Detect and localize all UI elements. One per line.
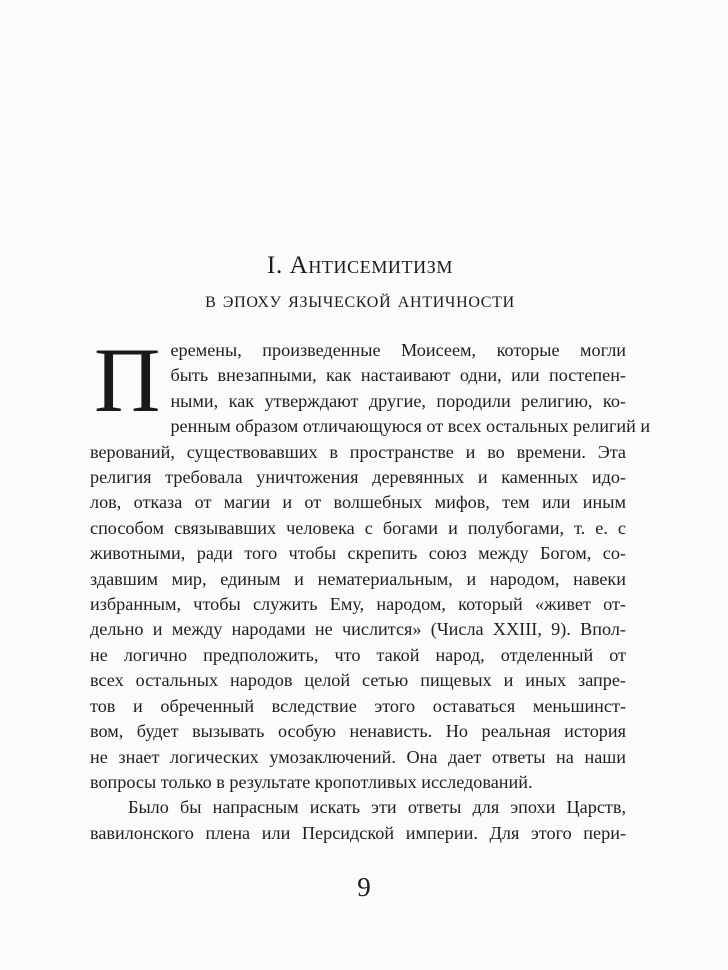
text-line: вом, будет вызывать особую ненависть. Но реальная история	[90, 721, 626, 742]
text-line: способом связывавших человека с богами и полубогами, т. е. с	[90, 517, 626, 538]
text-line: вопросы только в результате кропотливых исследований.	[90, 771, 533, 792]
text-line: религия требовала уничтожения деревянных и каменных идо-	[90, 467, 626, 488]
text-line: дельно и между народами не числится» (Числа XXIII, 9). Впол-	[90, 619, 626, 640]
chapter-title-line1: I. Антисемитизм	[267, 252, 453, 279]
text-line: не знает логических умозаключений. Она дает ответы на наши	[90, 746, 626, 767]
text-line: еремены, произведенные Моисеем, которые могли	[170, 340, 626, 360]
chapter-title-line2: в эпоху языческой античности	[205, 287, 515, 312]
text-line: здавшим мир, единым и нематериальным, и народом, навеки	[90, 568, 626, 589]
text-line: тов и обреченный вследствие этого оставаться меньшинст-	[90, 695, 626, 716]
text-line: быть внезапными, как настаивают одни, или постепен-	[170, 365, 626, 386]
text-line: Было бы напрасным искать эти ответы для эпохи Царств,	[128, 797, 626, 818]
text-line: не логично предположить, что такой народ, отделенный от	[90, 644, 626, 665]
drop-cap: П	[94, 329, 161, 431]
text-line: ными, как утверждают другие, породили религию, ко-	[170, 390, 626, 411]
text-line: вавилонского плена или Персидской империи. Для этого пери-	[90, 822, 626, 843]
text-line: избранным, чтобы служить Ему, народом, который «живет от-	[90, 594, 626, 615]
text-line: верований, существовавших в пространстве и во времени. Эта	[90, 441, 626, 462]
paragraph-1	[90, 329, 651, 795]
text-line: лов, отказа от магии и от волшебных мифов, тем или иным	[90, 492, 626, 513]
text-line: всех остальных народов целой сетью пищевых и иных запре-	[90, 670, 626, 691]
bleed-through-text	[70, 8, 630, 330]
paragraph-2	[90, 795, 626, 846]
text-line: ренным образом отличающуюся от всех остальных религий и	[170, 416, 651, 437]
body-text	[90, 329, 651, 846]
text-line: животными, ради того чтобы скрепить союз между Богом, со-	[90, 543, 626, 564]
page-number: 9	[357, 872, 371, 902]
